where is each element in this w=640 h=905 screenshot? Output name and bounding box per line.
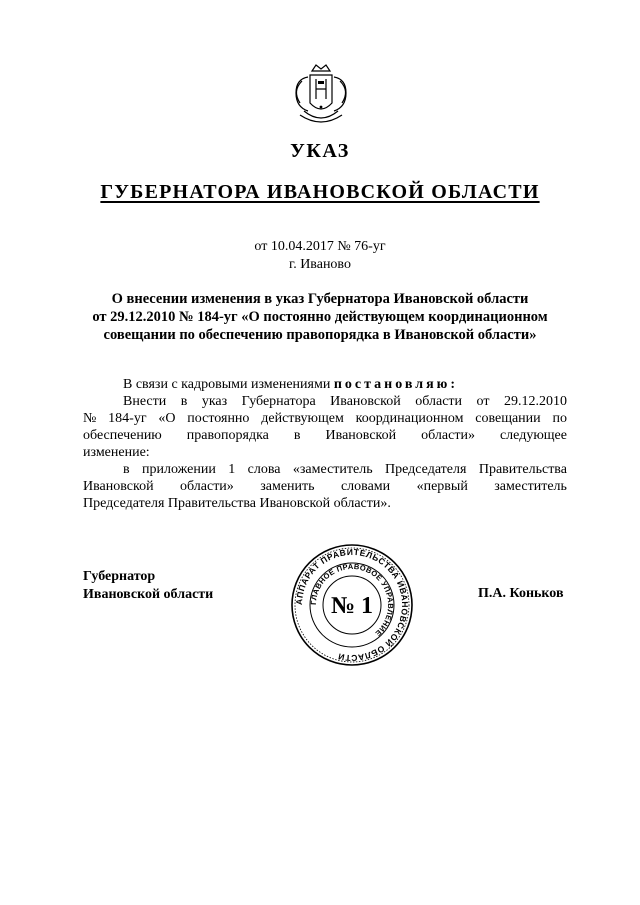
word: совещании [475,411,541,426]
word: Ивановской [325,428,397,443]
word: слова [247,462,281,477]
document-date-block [0,238,640,274]
word: в [180,394,188,409]
word: Правительства [478,462,567,477]
word: № [83,411,97,426]
document-date-number: от 10.04.2017 № 76-уг [254,239,386,254]
word: 184-уг [108,411,147,426]
subject-line: от 29.12.2010 № 184-уг «О постоянно действующем координационном [92,309,548,325]
svg-text:АППАРАТ ПРАВИТЕЛЬСТВА ИВАНОВСК: АППАРАТ ПРАВИТЕЛЬСТВА ИВАНОВСКОЙ ОБЛАСТИ [293,546,411,664]
word: Ивановской [83,479,154,494]
lead-text: В связи с кадровыми изменениями [123,377,331,392]
body-line: Председателя Правительства Ивановской области». [83,496,391,511]
coat-of-arms-icon [290,63,352,127]
word: в [293,428,301,443]
word: области» [421,428,475,443]
position-line: Ивановской области [83,587,214,602]
official-seal-stamp [290,543,414,667]
word: Губернатора [241,394,316,409]
word: по [552,411,567,426]
word: «О [158,411,176,426]
word: 1 [228,462,236,477]
signatory-position [83,568,213,604]
justified-line [83,478,567,495]
justified-line [83,461,567,478]
subject-line: О внесении изменения в указ Губернатора Ивановской области [111,291,529,307]
word: «заместитель [292,462,373,477]
justified-line [83,410,567,427]
word: в [123,462,130,477]
word: области [415,394,463,409]
document-body [83,376,567,512]
word: «первый [416,479,468,494]
word: Председателя [385,462,467,477]
svg-text:ГЛАВНОЕ ПРАВОВОЕ УПРАВЛЕНИЕ: ГЛАВНОЕ ПРАВОВОЕ УПРАВЛЕНИЕ [308,561,396,639]
word: постоянно [187,411,250,426]
subject-line: совещании по обеспечению правопорядка в Ивановской области» [103,327,537,343]
justified-line [83,393,567,410]
word: Ивановской [330,394,401,409]
body-paragraph-lead [83,376,567,393]
document-subject [70,290,570,344]
word: обеспечению [83,428,162,443]
word: области» [180,479,234,494]
word: от [476,394,490,409]
word: Внести [123,394,167,409]
word: заместитель [494,479,567,494]
document-city: г. Иваново [289,257,351,272]
word: указ [201,394,228,409]
word: следующее [499,428,567,443]
word: словами [340,479,391,494]
word: действующем [261,411,344,426]
word: координационном [355,411,464,426]
signatory-name: П.А. Коньков [478,586,564,601]
body-line: изменение: [83,445,150,460]
decree-verb: постановляю: [333,377,459,392]
position-line: Губернатор [83,569,156,584]
svg-text:№ 1: № 1 [330,593,374,619]
document-type-title: УКАЗ [290,140,350,162]
word: 29.12.2010 [503,394,567,409]
word: правопорядка [186,428,269,443]
justified-line [83,427,567,444]
issuer-title-text: ГУБЕРНАТОРА ИВАНОВСКОЙ ОБЛАСТИ [100,181,540,203]
word: заменить [260,479,315,494]
word: приложении [142,462,216,477]
issuer-title [0,181,640,204]
